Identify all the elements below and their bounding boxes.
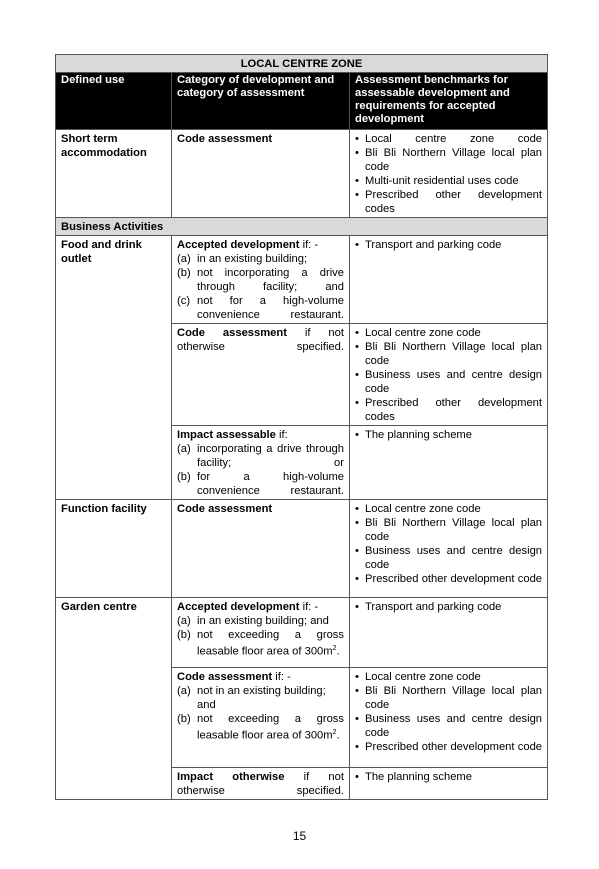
section-business-activities: Business Activities — [56, 218, 548, 236]
benchmark-item: • Bli Bli Northern Village local plan code — [355, 516, 542, 544]
table-title: LOCAL CENTRE ZONE — [56, 55, 548, 73]
category-condition: if: - — [272, 671, 291, 683]
category-condition: if: — [275, 429, 288, 441]
benchmark-item: • Bli Bli Northern Village local plan code — [355, 146, 542, 174]
benchmark-item: • Prescribed other development codes — [355, 396, 542, 424]
benchmark-item: • The planning scheme — [355, 770, 542, 784]
benchmarks-function — [350, 500, 548, 598]
benchmarks-food-impact — [350, 426, 548, 500]
category-condition: if not otherwise specified. — [177, 771, 344, 797]
category-label: Accepted development — [177, 601, 300, 613]
benchmark-item: • The planning scheme — [355, 428, 542, 442]
category-garden-code — [172, 668, 350, 768]
header-defined-use: Defined use — [56, 73, 172, 130]
benchmarks-food-accepted — [350, 236, 548, 324]
category-label: Code assessment — [177, 327, 287, 339]
category-garden-impact — [172, 768, 350, 800]
condition-item: (a) incorporating a drive through facility; or — [177, 443, 344, 469]
benchmark-item: • Business uses and centre design code — [355, 368, 542, 396]
category-food-accepted — [172, 236, 350, 324]
header-benchmarks: Assessment benchmarks for assessable development and requirements for accepted development — [350, 73, 548, 130]
category-label: Accepted development — [177, 239, 300, 251]
page-number: 15 — [292, 829, 307, 843]
benchmark-item: • Bli Bli Northern Village local plan code — [355, 340, 542, 368]
category-condition: if: - — [299, 601, 319, 613]
benchmark-item: • Local centre zone code — [355, 326, 542, 340]
benchmark-item: • Local centre zone code — [355, 502, 542, 516]
use-short-term-accommodation: Short term accommodation — [56, 130, 172, 218]
category-condition: if not otherwise specified. — [177, 327, 344, 353]
benchmarks-short-term — [350, 130, 548, 218]
benchmarks-garden-accepted — [350, 598, 548, 668]
benchmark-item: • Business uses and centre design code — [355, 544, 542, 572]
condition-item: (b) not exceeding a gross leasable floor area of $300m^2$. — [177, 713, 344, 742]
benchmarks-garden-code — [350, 668, 548, 768]
benchmark-item: • Local centre zone code — [355, 132, 542, 146]
benchmark-item: • Transport and parking code — [355, 600, 542, 614]
benchmark-item: • Prescribed other development code — [355, 572, 542, 586]
condition-item: (b) not incorporating a drive through facility; and — [177, 267, 344, 293]
benchmark-item: • Prescribed other development codes — [355, 188, 542, 216]
benchmark-item: • Prescribed other development code — [355, 740, 542, 754]
benchmark-item: • Local centre zone code — [355, 670, 542, 684]
category-condition: if: - — [299, 239, 319, 251]
category-label: Impact otherwise — [177, 771, 285, 783]
benchmark-item: • Multi-unit residential uses code — [355, 174, 542, 188]
condition-item: (a) in an existing building; and — [177, 615, 329, 627]
condition-item: (b) for a high-volume convenience restaurant. — [177, 471, 344, 497]
category-garden-accepted — [172, 598, 350, 668]
category-function: Code assessment — [172, 500, 350, 598]
local-centre-zone-table — [55, 54, 548, 800]
condition-item: (b) not exceeding a gross leasable floor area of $300m^2$. — [177, 629, 344, 658]
category-food-impact — [172, 426, 350, 500]
benchmarks-garden-impact — [350, 768, 548, 800]
use-function-facility: Function facility — [56, 500, 172, 598]
category-label: Impact assessable — [177, 429, 276, 441]
use-food-and-drink-outlet: Food and drink outlet — [56, 236, 172, 500]
benchmarks-food-code — [350, 324, 548, 426]
header-category: Category of development and category of assessment — [172, 73, 350, 130]
condition-item: (a) not in an existing building; and — [177, 685, 326, 711]
condition-item: (a) in an existing building; — [177, 253, 308, 265]
category-food-code — [172, 324, 350, 426]
benchmark-item: • Bli Bli Northern Village local plan code — [355, 684, 542, 712]
category-short-term: Code assessment — [172, 130, 350, 218]
benchmark-item: • Business uses and centre design code — [355, 712, 542, 740]
use-garden-centre: Garden centre — [56, 598, 172, 800]
benchmark-item: • Transport and parking code — [355, 238, 542, 252]
condition-item: (c) not for a high-volume convenience restaurant. — [177, 295, 344, 321]
category-label: Code assessment — [177, 671, 273, 683]
